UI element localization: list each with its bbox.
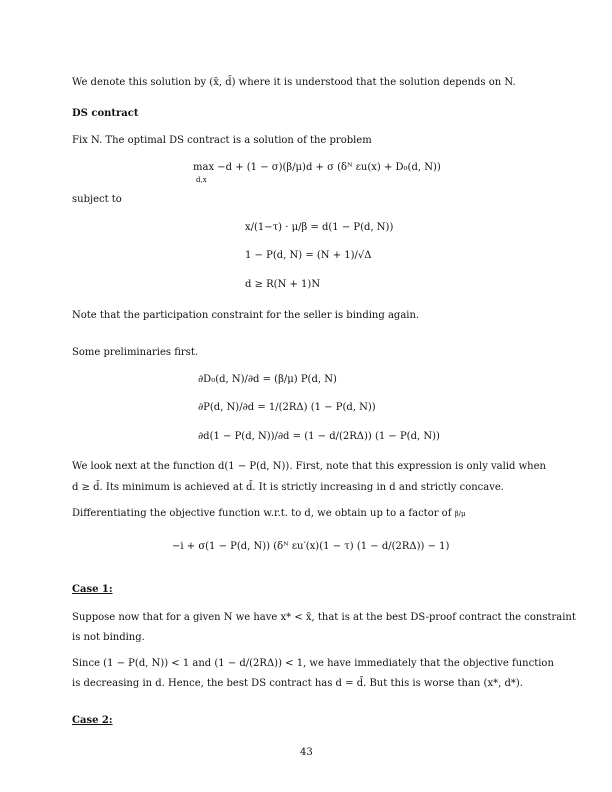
case-1-paragraph-2-line-1: Since (1 − P(d, N)) < 1 and (1 − d/(2RΔ)) < 1, we have immediately that the objective function (72, 658, 554, 669)
function-analysis-line-2: d ≥ d̄. Its minimum is achieved at d̄. It is strictly increasing in d and strictly concave. (72, 482, 504, 493)
case-1-paragraph-1-line-2: is not binding. (72, 632, 145, 643)
case-1-title: Case 1: (72, 584, 113, 595)
constraint-2: 1 − P(d, N) = (N + 1)/√Δ (245, 250, 372, 261)
constraint-3: d ≥ R(N + 1)N (245, 279, 321, 290)
objective-function (193, 163, 441, 173)
objective-subscript: d,x (196, 176, 207, 184)
case-1-paragraph-1-line-1: Suppose now that for a given N we have x* < x̄, that is at the best DS-proof contract the constraint (72, 612, 576, 623)
preliminaries-heading: Some preliminaries first. (72, 347, 199, 358)
case-1-paragraph-2-line-2: is decreasing in d. Hence, the best DS contract has d = d̄. But this is worse than (x*, d*). (72, 678, 523, 689)
objective-expression: max −d + (1 − σ)(β/μ)d + σ (δᴺ εu(x) + D₀(d, N)) (193, 162, 441, 173)
derivative-3: ∂d(1 − P(d, N))/∂d = (1 − d/(2RΔ)) (1 − P(d, N)) (198, 431, 440, 442)
case-2-title: Case 2: (72, 715, 113, 726)
derivative-objective-equation: −i + σ(1 − P(d, N)) (δᴺ εu′(x)(1 − τ) (1 − d/(2RΔ)) − 1) (172, 541, 450, 552)
differentiation-factor: β/μ (454, 510, 466, 518)
constraint-1: x/(1−τ) · μ/β = d(1 − P(d, N)) (245, 222, 394, 233)
problem-statement: Fix N. The optimal DS contract is a solution of the problem (72, 135, 372, 146)
differentiation-text (72, 509, 466, 519)
intro-paragraph: We denote this solution by (x̄, d̄) where it is understood that the solution depends on N. (72, 77, 516, 88)
participation-note: Note that the participation constraint for the seller is binding again. (72, 310, 420, 321)
page-number: 43 (300, 747, 313, 758)
differentiation-sentence: Differentiating the objective function w.r.t. to d, we obtain up to a factor of (72, 508, 452, 519)
derivative-2: ∂P(d, N)/∂d = 1/(2RΔ) (1 − P(d, N)) (198, 402, 376, 413)
subject-to-label: subject to (72, 194, 122, 205)
function-analysis-line-1: We look next at the function d(1 − P(d, N)). First, note that this expression is only valid when (72, 461, 546, 472)
derivative-1: ∂D₀(d, N)/∂d = (β/μ) P(d, N) (198, 374, 337, 385)
section-title: DS contract (72, 108, 139, 119)
